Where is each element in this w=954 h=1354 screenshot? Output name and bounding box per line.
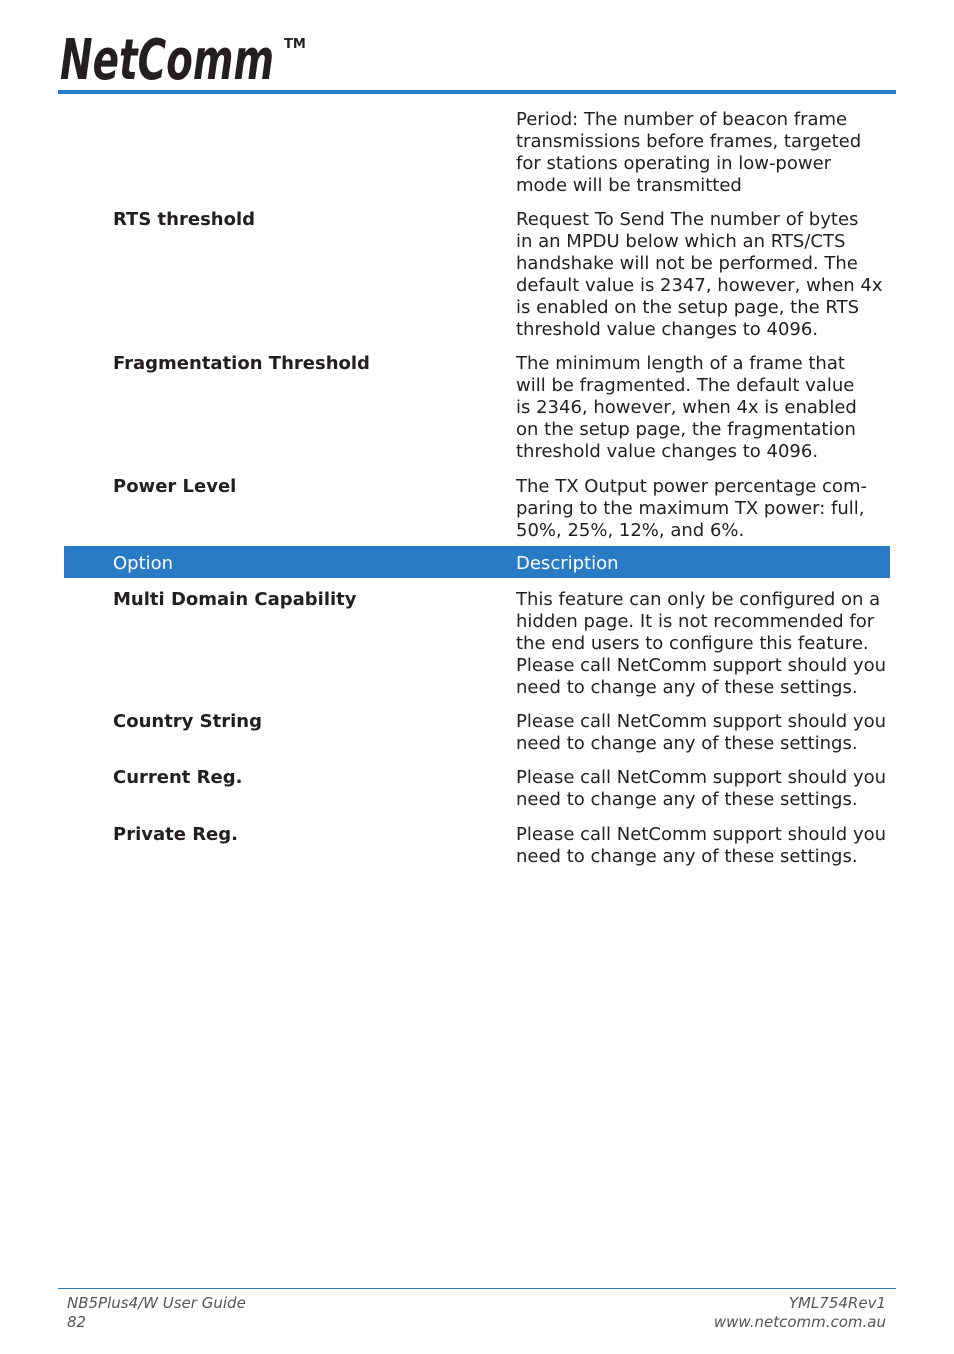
table-row	[64, 353, 890, 465]
table-row	[64, 767, 890, 813]
option-label: Current Reg.	[113, 767, 243, 788]
netcomm-logo	[58, 26, 308, 86]
option-description: Please call NetComm support should you need to change any of these settings.	[516, 824, 887, 867]
option-label: Power Level	[113, 476, 237, 497]
table-row	[64, 109, 890, 199]
option-label: Multi Domain Capability	[113, 589, 357, 610]
footer-page-number: 82	[67, 1313, 87, 1331]
table-row	[64, 589, 890, 701]
table-row	[64, 476, 890, 544]
option-description: Period: The number of beacon frame transmissions before frames, targeted for stations operating in low-power mode will be transmitted	[516, 109, 862, 196]
option-description: Request To Send The number of bytes in an MPDU below which an RTS/CTS handshake will not be performed. The default value is 2347, however, when 4x is enabled on the setup page, the RTS threshold value changes to 4096.	[516, 209, 883, 340]
table-row	[64, 711, 890, 757]
option-description: Please call NetComm support should you need to change any of these settings.	[516, 767, 887, 810]
option-description: The minimum length of a frame that will be fragmented. The default value is 2346, however, when 4x is enabled on the setup page, the fragmentation threshold value changes to 4096.	[516, 353, 857, 462]
footer-guide-title: NB5Plus4/W User Guide	[67, 1294, 246, 1312]
footer-doc-code: YML754Rev1	[788, 1294, 886, 1312]
option-label: Country String	[113, 711, 263, 732]
table-header	[64, 546, 890, 578]
option-description: This feature can only be configured on a hidden page. It is not recommended for the end users to configure this feature. Please call NetComm support should you need to change any of these settings.	[516, 589, 887, 698]
option-label: Fragmentation Threshold	[113, 353, 370, 374]
option-description: The TX Output power percentage com- paring to the maximum TX power: full, 50%, 25%, 12%, and 6%.	[516, 476, 867, 541]
column-header-option: Option	[113, 553, 174, 574]
footer-rule	[58, 1288, 896, 1289]
option-label: Private Reg.	[113, 824, 238, 845]
svg-text:NetComm: NetComm	[60, 28, 274, 86]
header-rule	[58, 90, 896, 94]
table-row	[64, 824, 890, 870]
option-description: Please call NetComm support should you need to change any of these settings.	[516, 711, 887, 754]
svg-text:TM: TM	[284, 37, 306, 52]
option-label: RTS threshold	[113, 209, 256, 230]
table-row	[64, 209, 890, 343]
column-header-description: Description	[516, 553, 619, 574]
footer-website-link[interactable]: www.netcomm.com.au	[713, 1313, 886, 1331]
